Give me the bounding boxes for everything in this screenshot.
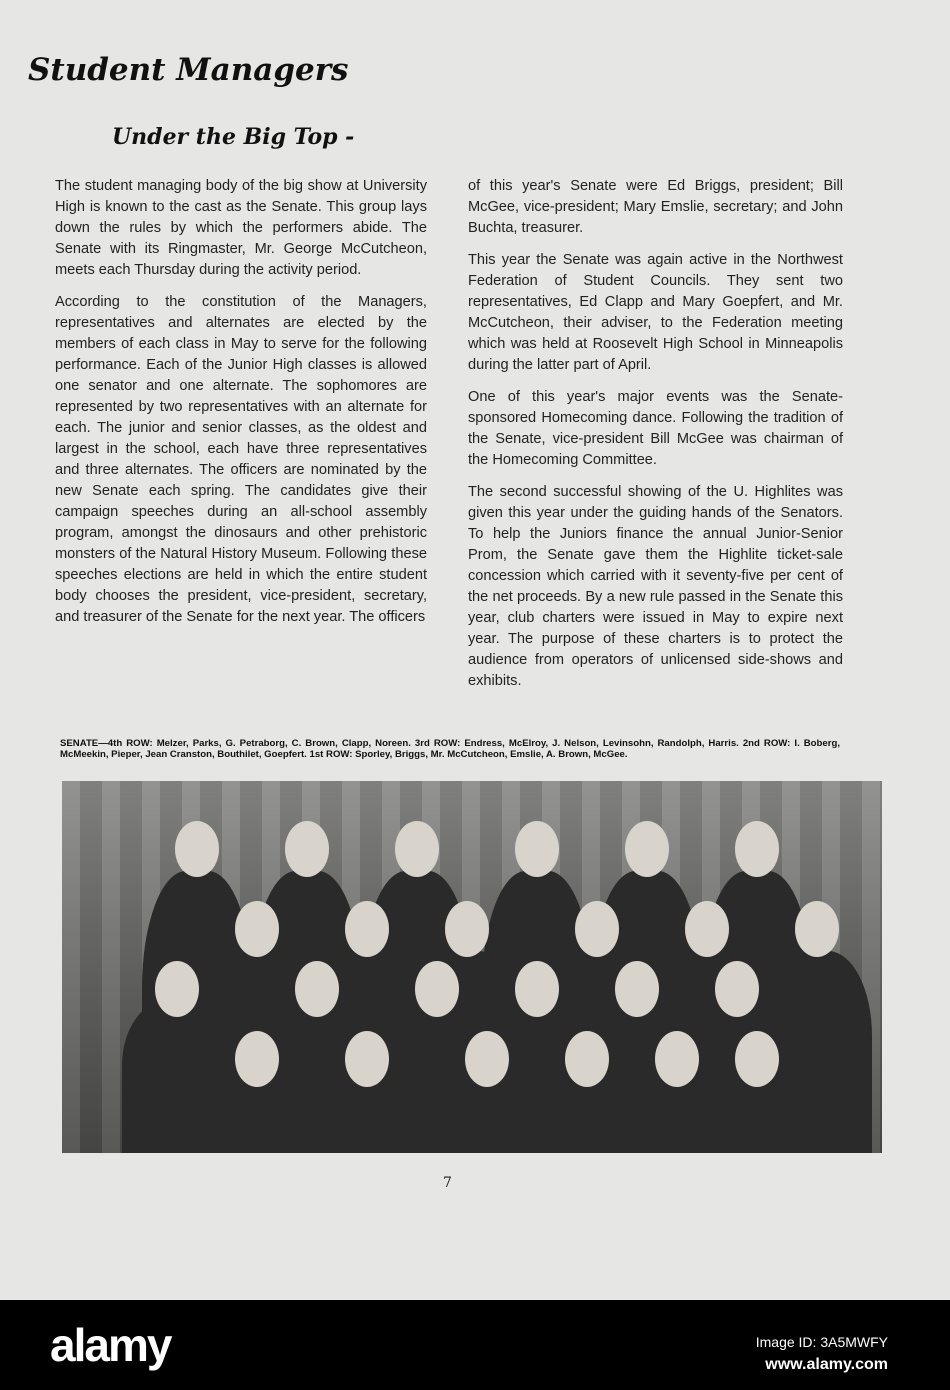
person-face: [575, 901, 619, 957]
person-face: [515, 961, 559, 1017]
person-face: [295, 961, 339, 1017]
person-face: [445, 901, 489, 957]
paragraph: The second successful showing of the U. Highlites was given this year under the guiding hands of the Senators. To help the Juniors finance the annual Junior-Senior Prom, the Senate gave them the Highlite ticket-sale concession which carried with it seventy-five per cent of the net proceeds. By a new rule passed in the Senate this year, club charters were issued in May to expire next year. The purpose of these charters is to protect the audience from operators of unlicensed side-shows and exhibits.: [468, 484, 843, 689]
photo-caption: SENATE—4th ROW: Melzer, Parks, G. Petraborg, C. Brown, Clapp, Noreen. 3rd ROW: Endress, McElroy, J. Nelson, Levinsohn, Randolph, Harris. 2nd ROW: I. Boberg, McMeekin, Pieper, Jean Cranston, Bouthilet, Goepfert. 1st ROW: Sporley, Briggs, Mr. McCutcheon, Emslie, A. Brown, McGee.: [60, 738, 840, 760]
person-face: [345, 1031, 389, 1087]
paragraph: The student managing body of the big show at University High is known to the cast as the Senate. This group lays down the rules by which the performers abide. The Senate with its Ringmaster, Mr. George McCutcheon, meets each Thursday during the activity period.: [55, 178, 427, 278]
image-id: Image ID: 3A5MWFY: [755, 1334, 888, 1350]
person-face: [235, 901, 279, 957]
person-face: [715, 961, 759, 1017]
page-number: 7: [443, 1175, 452, 1191]
person-face: [735, 1031, 779, 1087]
person-face: [175, 821, 219, 877]
person-face: [345, 901, 389, 957]
person-face: [415, 961, 459, 1017]
person-face: [285, 821, 329, 877]
person-face: [235, 1031, 279, 1087]
person-face: [515, 821, 559, 877]
alamy-logo: alamy: [50, 1319, 171, 1371]
watermark-footer: [0, 1300, 950, 1390]
person-face: [655, 1031, 699, 1087]
site-url: www.alamy.com: [765, 1356, 888, 1373]
person-face: [465, 1031, 509, 1087]
paragraph: of this year's Senate were Ed Briggs, president; Bill McGee, vice-president; Mary Emslie, secretary; and John Buchta, treasurer.: [468, 178, 843, 236]
right-column: [468, 176, 843, 703]
person-face: [735, 821, 779, 877]
person-face: [615, 961, 659, 1017]
group-photo: [62, 781, 882, 1153]
person-face: [685, 901, 729, 957]
person-face: [395, 821, 439, 877]
person-face: [625, 821, 669, 877]
person-face: [155, 961, 199, 1017]
left-column: [55, 176, 427, 639]
person-face: [565, 1031, 609, 1087]
paragraph: According to the constitution of the Managers, representatives and alternates are elected by the members of each class in May to serve for the following performance. Each of the Junior High classes is allowed one senator and one alternate. The sophomores are represented by two representatives with an alternate for each. The junior and senior classes, as the oldest and largest in the school, each have three representatives and three alternates. The officers are nominated by the new Senate each spring. The candidates give their campaign speeches during an all-school assembly program, amongst the dinosaurs and other prehistoric monsters of the Natural History Museum. Following these speeches elections are held in which the entire student body chooses the president, vice-president, secretary, and treasurer of the Senate for the next year. The officers: [55, 294, 427, 625]
page-subtitle: Under the Big Top -: [112, 124, 355, 150]
paragraph: This year the Senate was again active in the Northwest Federation of Student Councils. They sent two representatives, Ed Clapp and Mary Goepfert, and Mr. McCutcheon, their adviser, to the Federation meeting which was held at Roosevelt High School in Minneapolis during the latter part of April.: [468, 252, 843, 373]
paragraph: One of this year's major events was the Senate-sponsored Homecoming dance. Following the tradition of the Senate, vice-president Bill McGee was chairman of the Homecoming Committee.: [468, 389, 843, 468]
person-face: [795, 901, 839, 957]
page-title: Student Managers: [28, 52, 349, 88]
